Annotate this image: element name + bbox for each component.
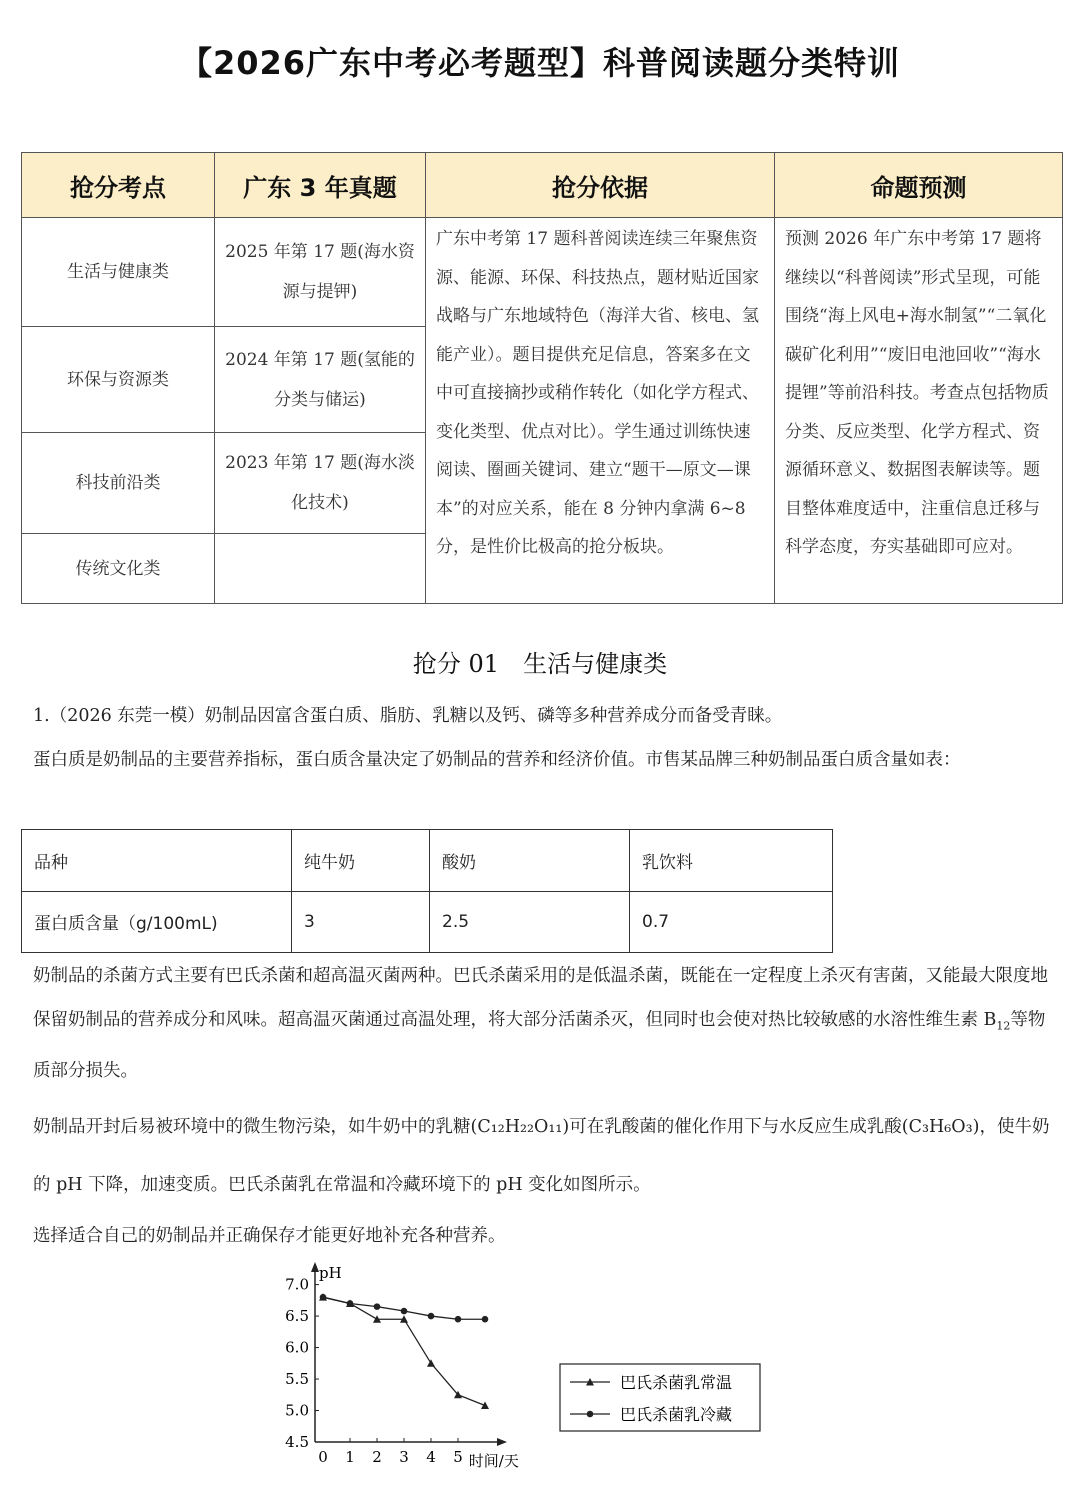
protein-value-row bbox=[22, 891, 833, 953]
data-point-circle bbox=[401, 1308, 408, 1315]
y-axis-arrow bbox=[311, 1262, 319, 1272]
category-cell: 科技前沿类 bbox=[22, 433, 215, 534]
data-point-circle bbox=[482, 1316, 489, 1323]
protein-cell: 纯牛奶 bbox=[292, 830, 430, 892]
protein-cell: 0.7 bbox=[630, 891, 833, 953]
sterilization-paragraph bbox=[33, 954, 1053, 1093]
protein-cell: 3 bbox=[292, 891, 430, 953]
y-tick-label: 7.0 bbox=[285, 1275, 309, 1294]
y-tick-label: 4.5 bbox=[285, 1433, 309, 1451]
legend-label: 巴氏杀菌乳常温 bbox=[620, 1373, 733, 1392]
data-point-triangle bbox=[427, 1359, 435, 1367]
question-intro: 1.（2026 东莞一模）奶制品因富含蛋白质、脂肪、乳糖以及钙、磷等多种营养成分而备受青睐。 bbox=[33, 706, 783, 726]
sterilization-text: 奶制品的杀菌方式主要有巴氏杀菌和超高温灭菌两种。巴氏杀菌采用的是低温杀菌，既能在一定程度上杀灭有害菌，又能最大限度地保留奶制品的营养成分和风味。超高温灭菌通过高温处理，将大部分活菌杀灭，但同时也会使对热比较敏感的水溶性维生素 B bbox=[33, 966, 1048, 1030]
protein-header-row bbox=[22, 830, 833, 892]
y-axis-label: pH bbox=[319, 1264, 342, 1282]
x-tick-label: 3 bbox=[399, 1448, 409, 1466]
data-point-circle bbox=[455, 1316, 462, 1323]
protein-cell: 蛋白质含量（g/100mL) bbox=[22, 891, 292, 953]
lactic-acid-formula: (C₃H₆O₃) bbox=[901, 1117, 980, 1137]
data-point-circle bbox=[428, 1313, 435, 1320]
protein-table bbox=[21, 829, 833, 953]
spoilage-paragraph bbox=[33, 1098, 1053, 1214]
prediction-cell: 预测 2026 年广东中考第 17 题将继续以“科普阅读”形式呈现，可能围绕“海上风电+海水制氢”“二氧化碳矿化利用”“废旧电池回收”“海水提锂”等前沿科技。考查点包括物质分类、反应类型、化学方程式、资源循环意义、数据图表解读等。题目整体难度适中，注重信息迁移与科学态度，夯实基础即可应对。 bbox=[775, 218, 1063, 604]
legend-label: 巴氏杀菌乳冷藏 bbox=[620, 1405, 733, 1424]
exam-cell: 2023 年第 17 题(海水淡化技术) bbox=[215, 433, 426, 534]
protein-cell: 乳饮料 bbox=[630, 830, 833, 892]
lactose-formula: (C₁₂H₂₂O₁₁) bbox=[470, 1117, 570, 1137]
page-title: 【2026广东中考必考题型】科普阅读题分类特训 bbox=[179, 44, 901, 82]
x-axis-arrow bbox=[497, 1438, 507, 1446]
basis-cell: 广东中考第 17 题科普阅读连续三年聚焦资源、能源、环保、科技热点，题材贴近国家战略与广东地域特色（海洋大省、核电、氢能产业）。题目提供充足信息，答案多在文中可直接摘抄或稍作转化（如化学方程式、变化类型、优点对比）。学生通过训练快速阅读、圈画关键词、建立“题干—原文—课本”的对应关系，能在 8 分钟内拿满 6~8 分，是性价比极高的抢分板块。 bbox=[426, 218, 775, 604]
vitamin-subscript: 12 bbox=[996, 1019, 1011, 1033]
category-cell: 生活与健康类 bbox=[22, 218, 215, 327]
data-point-circle bbox=[320, 1294, 327, 1301]
protein-cell: 品种 bbox=[22, 830, 292, 892]
exam-cell: 2025 年第 17 题(海水资源与提钾) bbox=[215, 218, 426, 327]
y-tick-label: 5.5 bbox=[285, 1370, 309, 1389]
section-title: 抢分 01 生活与健康类 bbox=[412, 650, 668, 678]
data-point-circle bbox=[347, 1300, 354, 1307]
protein-cell: 2.5 bbox=[430, 891, 630, 953]
exam-cell bbox=[215, 534, 426, 604]
exam-cell: 2024 年第 17 题(氢能的分类与储运) bbox=[215, 327, 426, 433]
y-tick-label: 6.5 bbox=[285, 1307, 309, 1326]
y-tick-label: 5.0 bbox=[285, 1401, 309, 1420]
category-cell: 环保与资源类 bbox=[22, 327, 215, 433]
spoilage-text: 奶制品开封后易被环境中的微生物污染，如牛奶中的乳糖 bbox=[33, 1117, 471, 1137]
x-tick-label: 0 bbox=[318, 1448, 328, 1466]
protein-paragraph: 蛋白质是奶制品的主要营养指标，蛋白质含量决定了奶制品的营养和经济价值。市售某品牌三种奶制品蛋白质含量如表： bbox=[33, 750, 961, 770]
spoilage-text-2: 可在乳酸菌的催化作用下与水反应生成乳酸 bbox=[569, 1117, 902, 1137]
conclusion-paragraph: 选择适合自己的奶制品并正确保存才能更好地补充各种营养。 bbox=[33, 1226, 506, 1246]
header-exams: 广东 3 年真题 bbox=[215, 153, 426, 218]
data-point-triangle bbox=[481, 1401, 489, 1409]
data-point-circle bbox=[374, 1303, 381, 1310]
x-tick-label: 2 bbox=[372, 1448, 382, 1466]
protein-cell: 酸奶 bbox=[430, 830, 630, 892]
ph-line-chart bbox=[270, 1252, 770, 1484]
x-axis-label: 时间/天 bbox=[468, 1452, 519, 1470]
header-basis: 抢分依据 bbox=[426, 153, 775, 218]
sterilization-text-end: 等物质部分损失。 bbox=[33, 1010, 1046, 1081]
spoilage-text-3: ，使牛奶的 pH 下降，加速变质。巴氏杀菌乳在常温和冷藏环境下的 pH 变化如图所示。 bbox=[33, 1117, 1050, 1195]
y-tick-label: 6.0 bbox=[285, 1338, 309, 1357]
summary-table bbox=[21, 152, 1063, 604]
summary-header-row bbox=[22, 153, 1063, 218]
x-tick-label: 1 bbox=[345, 1448, 355, 1466]
header-prediction: 命题预测 bbox=[775, 153, 1063, 218]
legend-marker-circle bbox=[587, 1411, 594, 1418]
x-tick-label: 5 bbox=[453, 1448, 463, 1466]
x-tick-label: 4 bbox=[426, 1448, 436, 1466]
header-points: 抢分考点 bbox=[22, 153, 215, 218]
summary-row bbox=[22, 218, 1063, 327]
category-cell: 传统文化类 bbox=[22, 534, 215, 604]
